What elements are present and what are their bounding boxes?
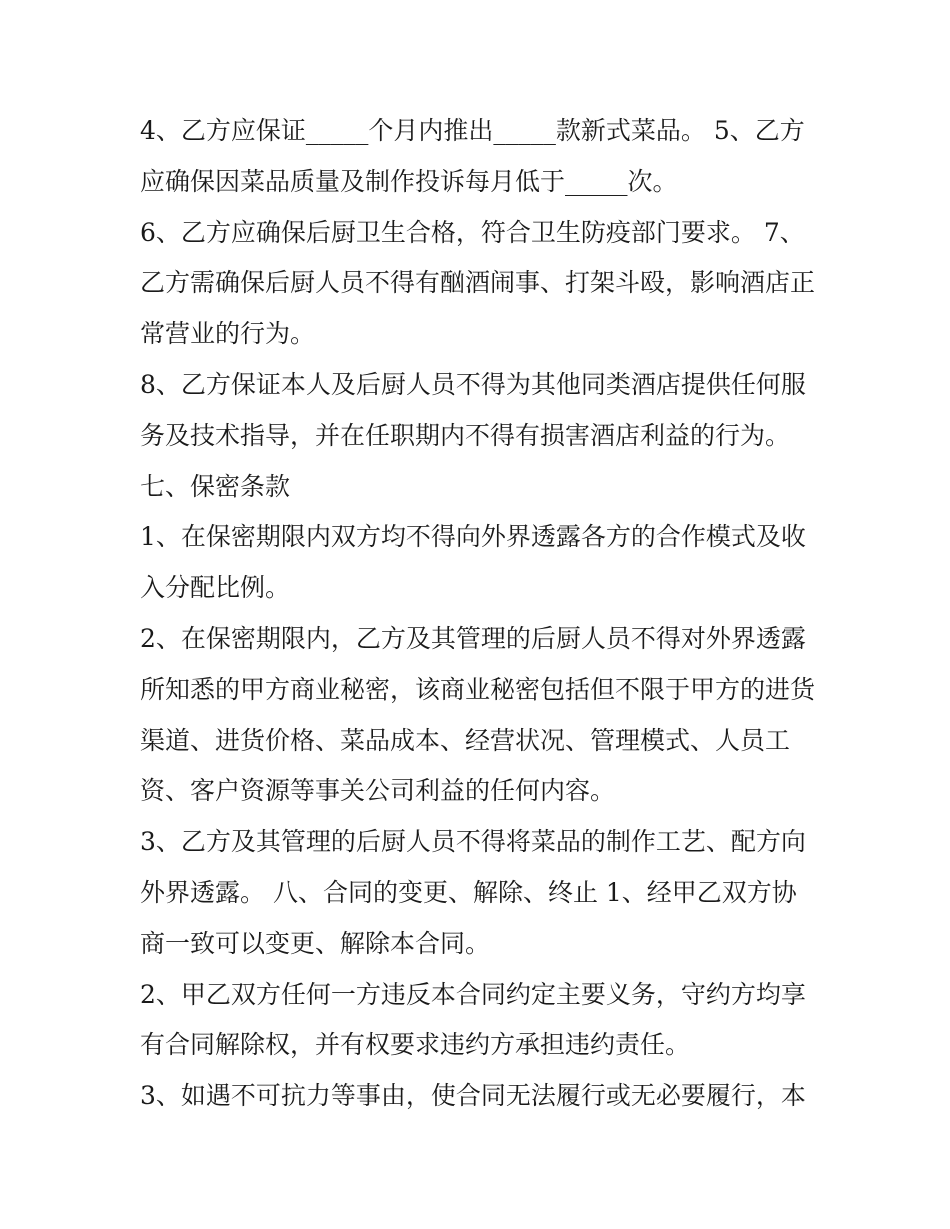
paragraph-clause-8: 8、乙方保证本人及后厨人员不得为其他同类酒店提供任何服务及技术指导，并在任职期内不得有损害酒店利益的行为。 [140, 369, 806, 450]
paragraph-termination-2: 2、甲乙双方任何一方违反本合同约定主要义务，守约方均享有合同解除权，并有权要求违约方承担违约责任。 [140, 979, 806, 1060]
paragraph-confidentiality-1: 1、在保密期限内双方均不得向外界透露各方的合作模式及收入分配比例。 [140, 522, 806, 603]
paragraph-clause-6-7: 6、乙方应确保后厨卫生合格，符合卫生防疫部门要求。 7、乙方需确保后厨人员不得有酗酒闹事、打架斗殴，影响酒店正常营业的行为。 [140, 217, 816, 349]
paragraph-confidentiality-3: 3、乙方及其管理的后厨人员不得将菜品的制作工艺、配方向外界透露。 八、合同的变更、解除、终止 1、经甲乙双方协商一致可以变更、解除本合同。 [140, 827, 806, 958]
section-heading-confidentiality: 七、保密条款 [140, 471, 291, 501]
paragraph-termination-3: 3、如遇不可抗力等事由，使合同无法履行或无必要履行，本 [140, 1081, 806, 1111]
paragraph-confidentiality-2: 2、在保密期限内，乙方及其管理的后厨人员不得对外界透露所知悉的甲方商业秘密，该商业秘密包括但不限于甲方的进货渠道、进货价格、菜品成本、经营状况、管理模式、人员工资、客户资源等事关公司利益的任何内容。 [140, 623, 816, 806]
document-body [140, 106, 820, 1122]
paragraph-clause-4-5: 4、乙方应保证_____个月内推出_____款新式菜品。 5、乙方应确保因菜品质量及制作投诉每月低于_____次。 [140, 116, 805, 196]
